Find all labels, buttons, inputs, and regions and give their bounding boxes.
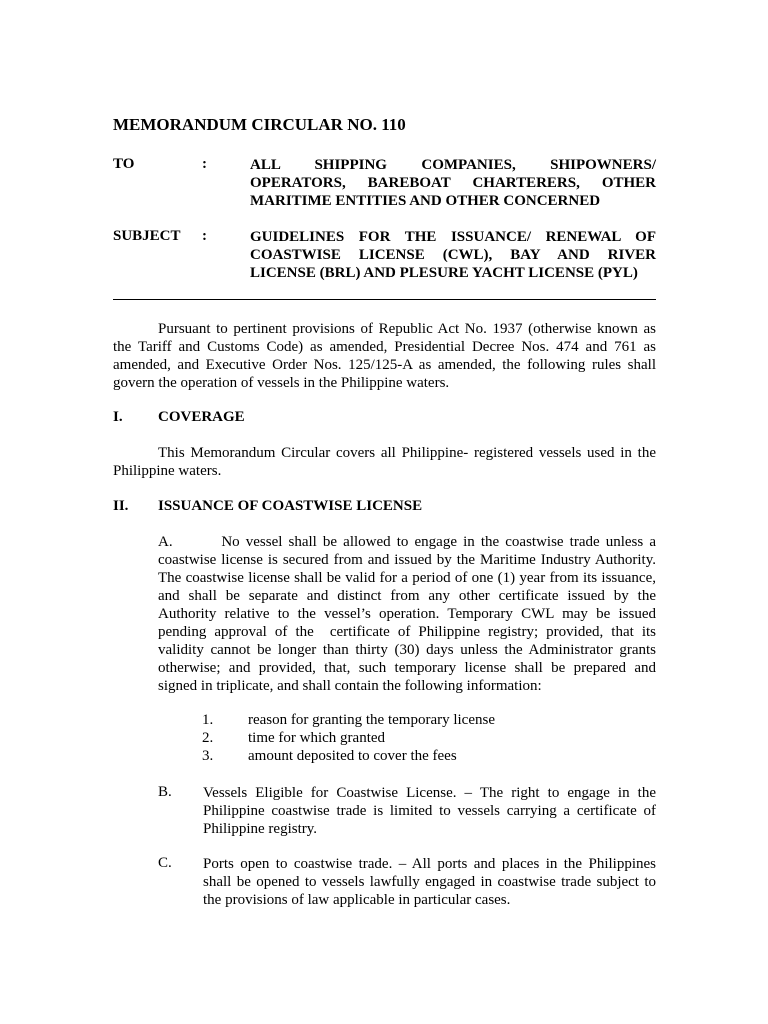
intro-paragraph xyxy=(113,320,656,392)
intro-line: amended, and Executive Order Nos. 125/125-A as amended, the following rules shall xyxy=(113,357,656,373)
to-label: TO xyxy=(113,156,135,172)
list-item-text: time for which granted xyxy=(248,730,386,746)
section-1-body xyxy=(113,444,656,480)
section-1-number: I. xyxy=(113,409,123,425)
item-c-paragraph xyxy=(203,855,656,909)
item-b-line: Philippine coastwise trade is limited to vessels carrying a certificate of xyxy=(203,803,656,819)
subject-label: SUBJECT xyxy=(113,228,181,244)
item-a-line: coastwise license is secured from and issued by the Maritime Industry Authority. xyxy=(158,552,656,568)
to-line: OPERATORS, BAREBOAT CHARTERERS, OTHER xyxy=(250,175,656,191)
subject-text xyxy=(250,228,656,282)
item-a-line: The coastwise license shall be valid for a period of one (1) year from its issuance, xyxy=(158,570,656,586)
item-a-line: and shall be separate and distinct from any other certificate issued by the xyxy=(158,588,656,604)
item-a-line: pending approval of the certificate of Philippine registry; provided, that its xyxy=(158,624,656,640)
item-c-line: Ports open to coastwise trade. – All ports and places in the Philippines xyxy=(203,856,656,872)
section-1-line: Philippine waters. xyxy=(113,463,222,479)
section-1-line: This Memorandum Circular covers all Philippine- registered vessels used in the xyxy=(158,445,656,461)
list-item-text: amount deposited to cover the fees xyxy=(248,748,457,764)
subject-line: LICENSE (BRL) AND PLESURE YACHT LICENSE (PYL) xyxy=(250,265,638,281)
item-a-line: signed in triplicate, and shall contain the following information: xyxy=(158,678,542,694)
item-c-line: shall be opened to vessels lawfully engaged in coastwise trade subject to xyxy=(203,874,656,890)
header-divider xyxy=(113,299,656,300)
list-item-number: 3. xyxy=(202,748,214,764)
list-item-number: 1. xyxy=(202,712,214,728)
section-2-number: II. xyxy=(113,498,129,514)
item-b-letter: B. xyxy=(158,784,172,800)
item-a-paragraph xyxy=(158,533,656,695)
item-a-line: otherwise; and provided, that, such temporary license shall be prepared and xyxy=(158,660,656,676)
section-2-title: ISSUANCE OF COASTWISE LICENSE xyxy=(158,498,423,514)
item-a-line: Authority relative to the vessel’s operation. Temporary CWL may be issued xyxy=(158,606,656,622)
item-a-line: A. No vessel shall be allowed to engage in the coastwise trade unless a xyxy=(158,534,656,550)
item-c-letter: C. xyxy=(158,855,172,871)
to-colon: : xyxy=(202,156,207,172)
intro-line: Pursuant to pertinent provisions of Republic Act No. 1937 (otherwise known as xyxy=(158,321,656,337)
item-b-line: Vessels Eligible for Coastwise License. – The right to engage in the xyxy=(203,785,656,801)
item-a-line: validity cannot be longer than thirty (30) days unless the Administrator grants xyxy=(158,642,656,658)
to-line: MARITIME ENTITIES AND OTHER CONCERNED xyxy=(250,193,601,209)
intro-line: govern the operation of vessels in the Philippine waters. xyxy=(113,375,450,391)
intro-line: the Tariff and Customs Code) as amended, Presidential Decree Nos. 474 and 761 as xyxy=(113,339,656,355)
item-b-line: Philippine registry. xyxy=(203,821,318,837)
memorandum-title: MEMORANDUM CIRCULAR NO. 110 xyxy=(113,115,406,134)
section-1-title: COVERAGE xyxy=(158,409,245,425)
subject-line: GUIDELINES FOR THE ISSUANCE/ RENEWAL OF xyxy=(250,229,656,245)
item-c-line: the provisions of law applicable in particular cases. xyxy=(203,892,511,908)
to-recipients xyxy=(250,156,656,210)
subject-line: COASTWISE LICENSE (CWL), BAY AND RIVER xyxy=(250,247,656,263)
item-b-paragraph xyxy=(203,784,656,838)
subject-colon: : xyxy=(202,228,207,244)
list-item-number: 2. xyxy=(202,730,214,746)
list-item-text: reason for granting the temporary license xyxy=(248,712,495,728)
to-line: ALL SHIPPING COMPANIES, SHIPOWNERS/ xyxy=(250,157,656,173)
